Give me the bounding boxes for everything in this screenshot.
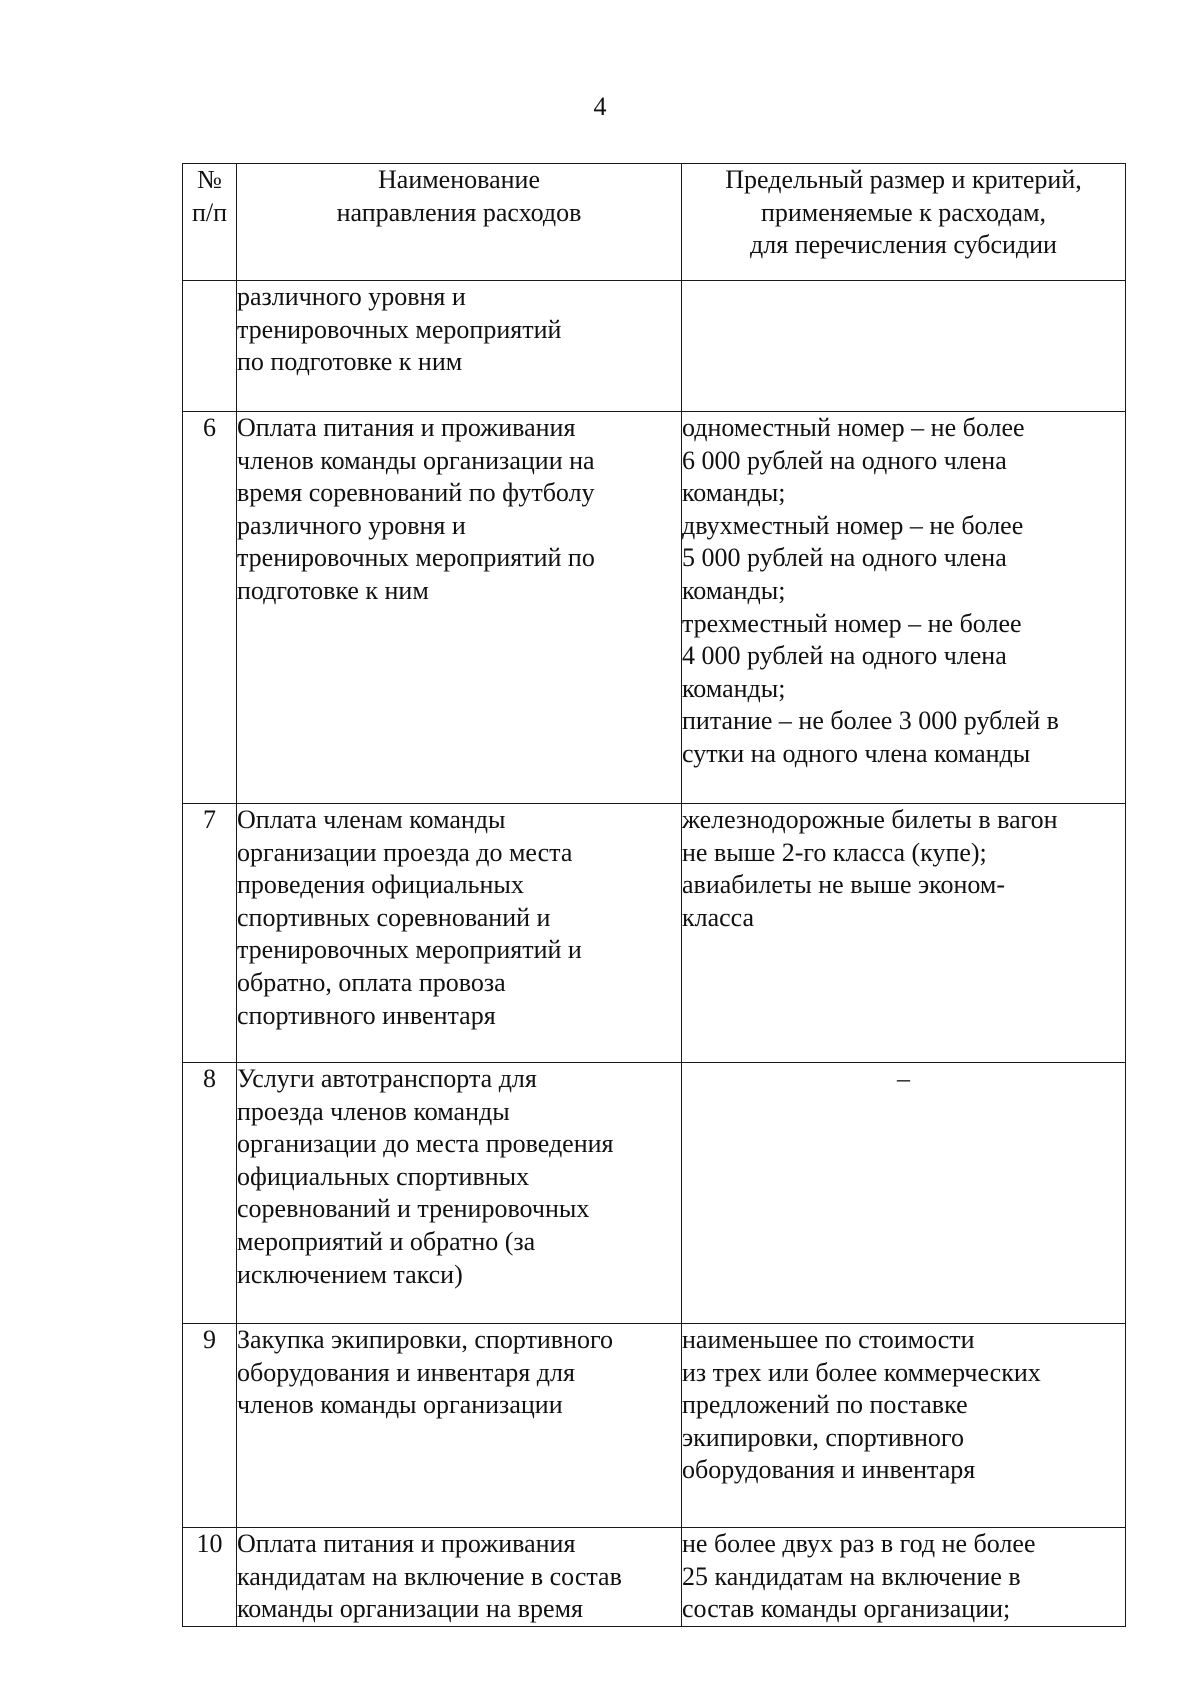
row-expense-name: различного уровня и тренировочных мероприятий по подготовке к ним: [237, 281, 682, 412]
row-expense-name: Оплата питания и проживания членов команды организации на время соревнований по футболу различного уровня и тренировочных мероприятий по подготовке к ним: [237, 412, 682, 804]
row-expense-name: Оплата питания и проживания кандидатам на включение в состав команды организации на время: [237, 1528, 682, 1627]
expenses-table: [182, 163, 1126, 1627]
row-limit: [682, 281, 1126, 412]
row-limit: одноместный номер – не более 6 000 рублей на одного члена команды; двухместный номер – не более 5 000 рублей на одного члена команды; трехместный номер – не более 4 000 рублей на одного члена команды; питание – не более 3 000 рублей в сутки на одного члена команды: [682, 412, 1126, 804]
header-number: № п/п: [183, 164, 237, 281]
table-header-row: [183, 164, 1126, 281]
row-number: 9: [183, 1324, 237, 1528]
table-row: [183, 1324, 1126, 1528]
row-number: 7: [183, 804, 237, 1063]
row-number: 10: [183, 1528, 237, 1627]
header-limit-criteria: Предельный размер и критерий, применяемые к расходам, для перечисления субсидии: [682, 164, 1126, 281]
row-number: 8: [183, 1063, 237, 1324]
header-expense-name: Наименование направления расходов: [237, 164, 682, 281]
row-limit: –: [682, 1063, 1126, 1324]
table-row: [183, 281, 1126, 412]
row-limit: железнодорожные билеты в вагон не выше 2-го класса (купе); авиабилеты не выше эконом- класса: [682, 804, 1126, 1063]
row-expense-name: Закупка экипировки, спортивного оборудования и инвентаря для членов команды организации: [237, 1324, 682, 1528]
table-row: [183, 1063, 1126, 1324]
row-expense-name: Услуги автотранспорта для проезда членов команды организации до места проведения официальных спортивных соревнований и тренировочных мероприятий и обратно (за исключением такси): [237, 1063, 682, 1324]
table-row: [183, 804, 1126, 1063]
table-row: [183, 1528, 1126, 1627]
row-limit: наименьшее по стоимости из трех или более коммерческих предложений по поставке экипировки, спортивного оборудования и инвентаря: [682, 1324, 1126, 1528]
row-limit: не более двух раз в год не более 25 кандидатам на включение в состав команды организации;: [682, 1528, 1126, 1627]
page-number: 4: [593, 92, 607, 121]
row-expense-name: Оплата членам команды организации проезда до места проведения официальных спортивных соревнований и тренировочных мероприятий и обратно, оплата провоза спортивного инвентаря: [237, 804, 682, 1063]
table-row: [183, 412, 1126, 804]
row-number: [183, 281, 237, 412]
row-number: 6: [183, 412, 237, 804]
